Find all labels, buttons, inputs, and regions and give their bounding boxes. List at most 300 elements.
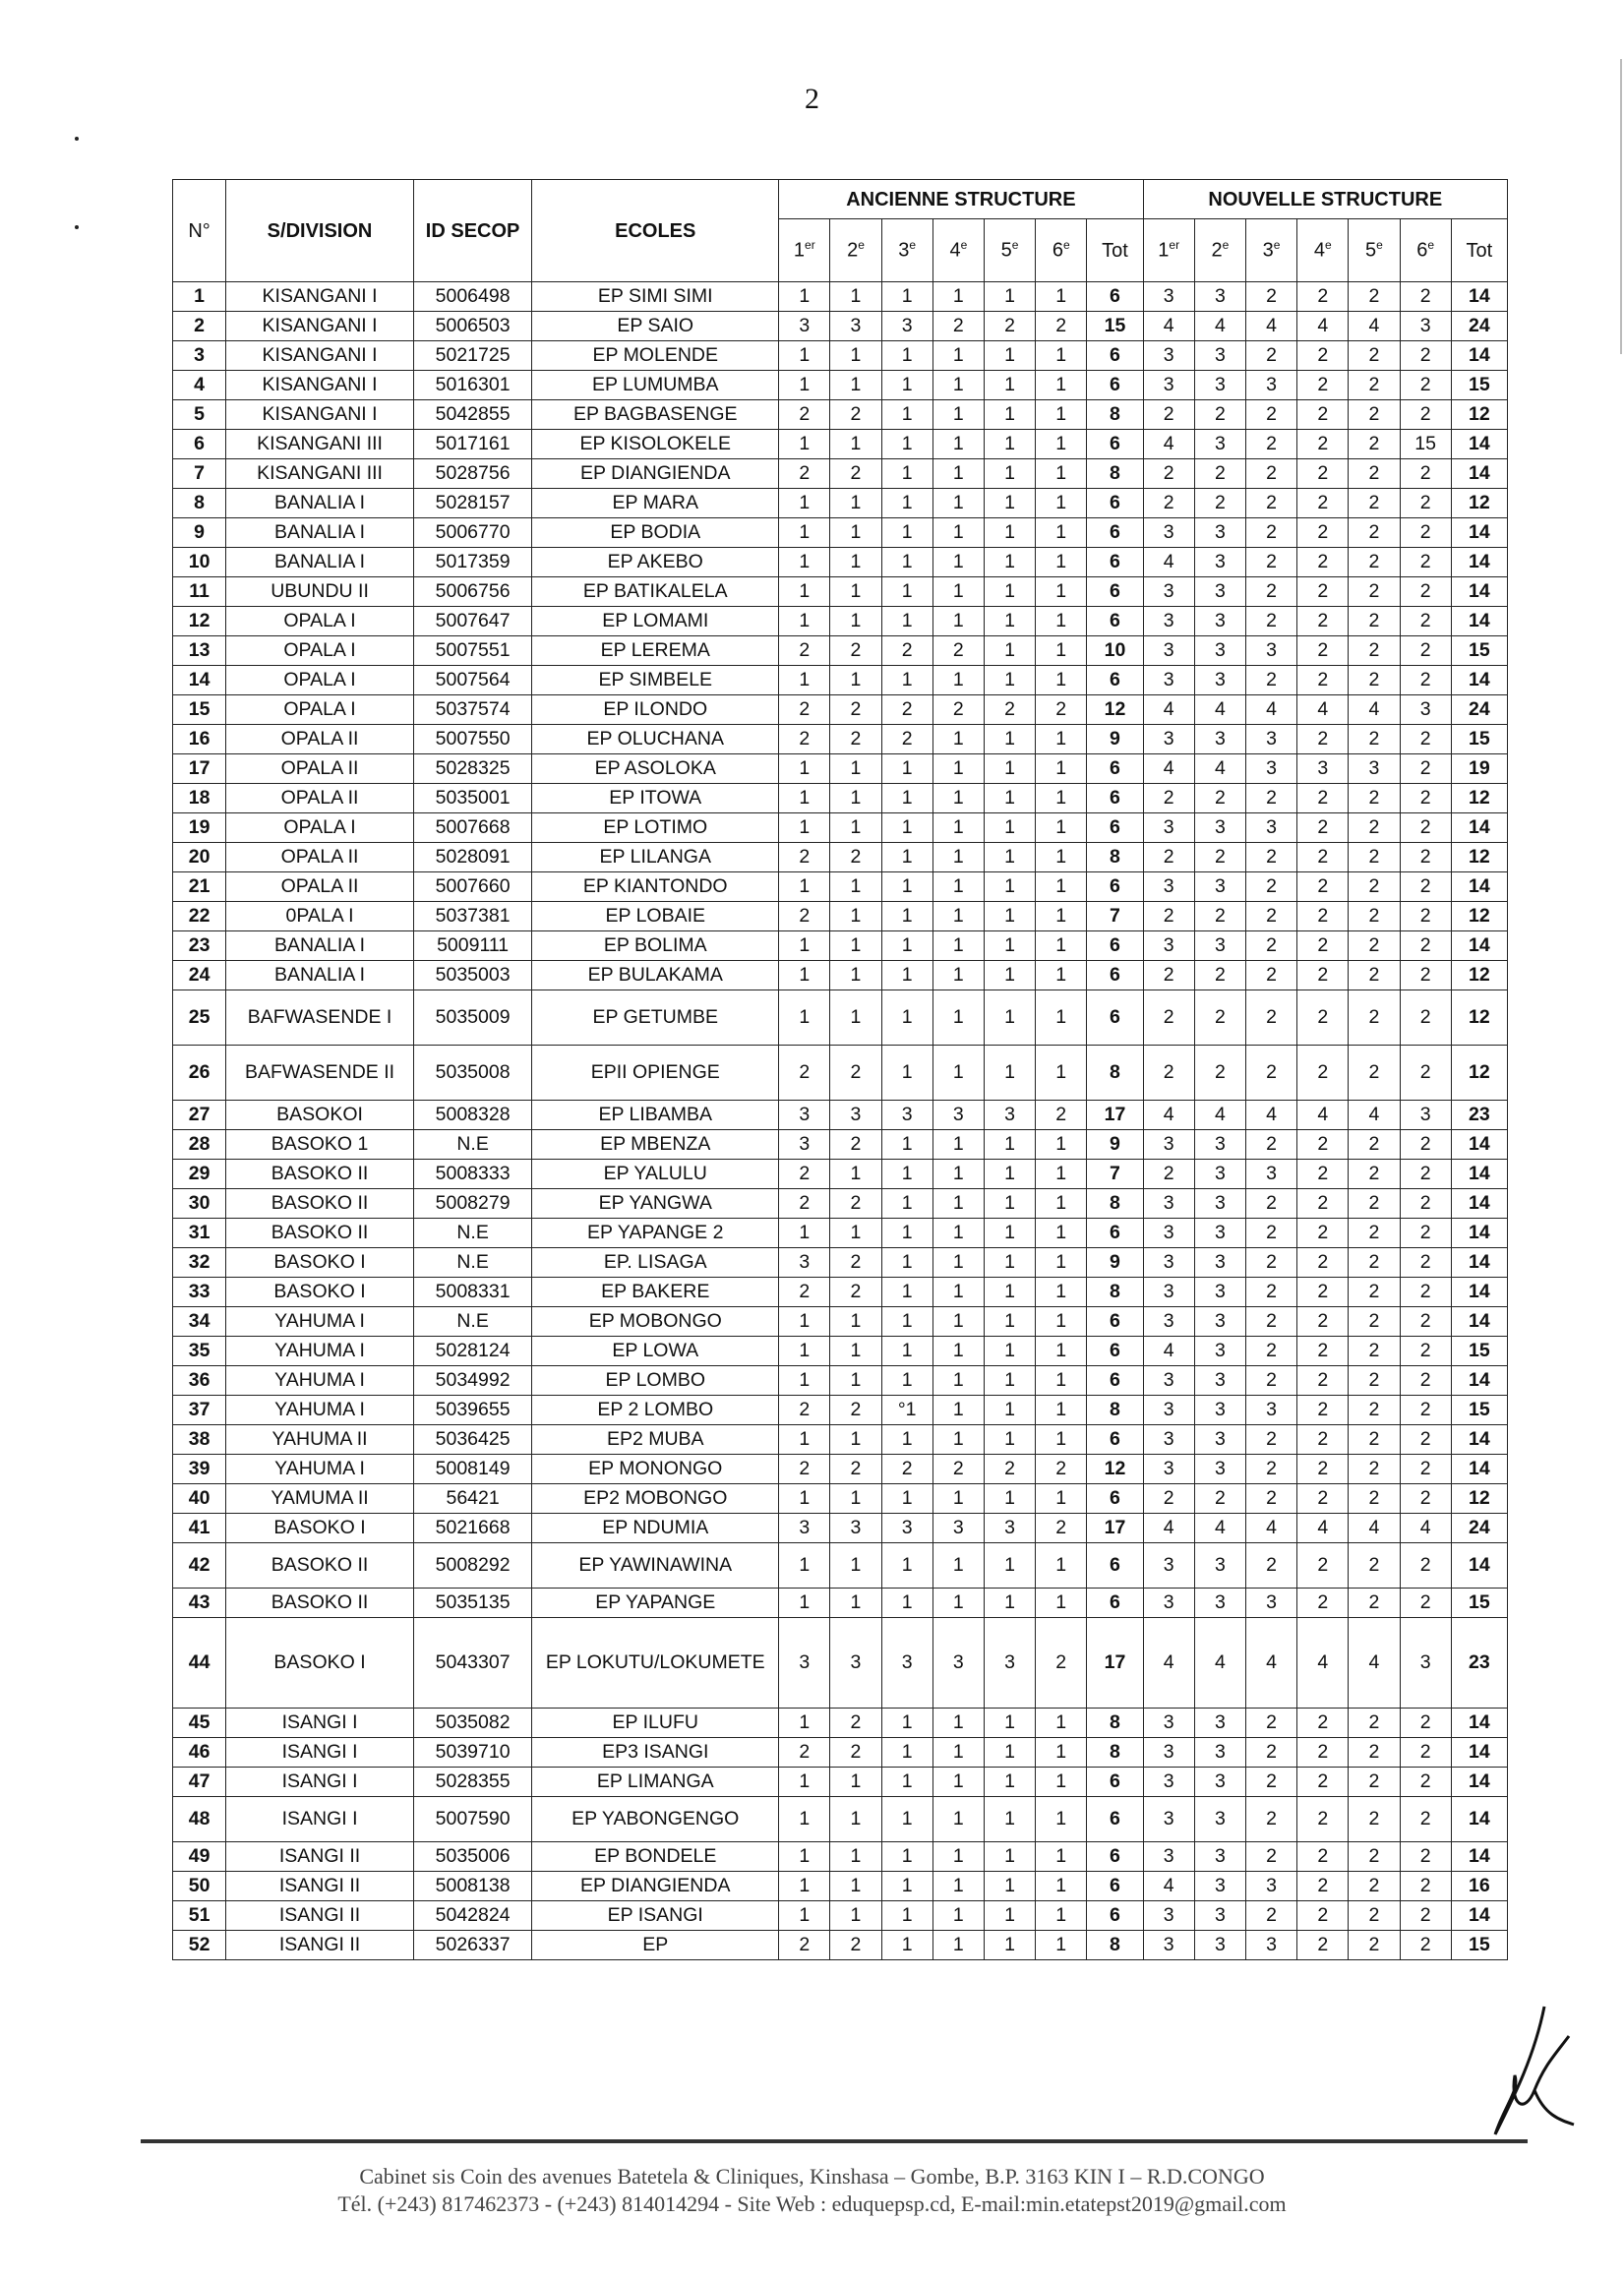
new-total-cell: 19: [1451, 754, 1507, 784]
old-grade-cell: 1: [984, 489, 1035, 518]
old-grade-cell: 1: [881, 784, 932, 813]
old-grade-cell: 1: [1036, 754, 1087, 784]
id-secop-cell: 5008333: [413, 1160, 531, 1189]
table-row: [173, 282, 1508, 312]
sdivision-cell: BASOKO II: [226, 1543, 414, 1589]
new-grade-cell: 3: [1194, 371, 1245, 400]
old-grade-cell: 1: [1036, 636, 1087, 666]
sdivision-cell: BANALIA I: [226, 931, 414, 961]
new-grade-cell: 2: [1245, 341, 1296, 371]
old-grade-cell: 1: [830, 990, 881, 1046]
id-secop-cell: 5006756: [413, 577, 531, 607]
new-grade-cell: 2: [1297, 931, 1349, 961]
sdivision-cell: OPALA I: [226, 695, 414, 725]
old-total-cell: 6: [1087, 931, 1143, 961]
table-row: [173, 1337, 1508, 1366]
new-grade-cell: 2: [1400, 1842, 1451, 1872]
old-grade-cell: 1: [932, 1337, 984, 1366]
new-grade-cell: 2: [1349, 1366, 1400, 1396]
old-grade-cell: 1: [984, 371, 1035, 400]
old-grade-cell: 1: [830, 1543, 881, 1589]
new-grade-cell: 2: [1349, 1931, 1400, 1960]
new-grade-cell: 2: [1349, 872, 1400, 902]
new-grade-cell: 2: [1297, 282, 1349, 312]
old-grade-cell: 1: [1036, 902, 1087, 931]
old-total-cell: 9: [1087, 1248, 1143, 1278]
old-total-cell: 6: [1087, 813, 1143, 843]
row-number: 49: [173, 1842, 226, 1872]
old-total-cell: 8: [1087, 1189, 1143, 1219]
new-grade-cell: 3: [1194, 725, 1245, 754]
id-secop-cell: 5007660: [413, 872, 531, 902]
new-total-cell: 24: [1451, 1514, 1507, 1543]
new-grade-cell: 2: [1400, 1484, 1451, 1514]
new-grade-cell: 3: [1143, 1425, 1194, 1455]
old-grade-cell: 2: [779, 1278, 830, 1307]
old-grade-cell: 1: [984, 1130, 1035, 1160]
school-cell: EP ISANGI: [532, 1901, 779, 1931]
old-total-cell: 6: [1087, 282, 1143, 312]
row-number: 2: [173, 312, 226, 341]
new-total-cell: 14: [1451, 518, 1507, 548]
new-grade-cell: 2: [1349, 1709, 1400, 1738]
old-grade-cell: 2: [779, 1738, 830, 1768]
old-grade-cell: 1: [984, 1425, 1035, 1455]
new-grade-cell: 4: [1297, 312, 1349, 341]
new-total-cell: 14: [1451, 1248, 1507, 1278]
table-row: [173, 459, 1508, 489]
old-grade-cell: 1: [881, 371, 932, 400]
school-cell: EP KIANTONDO: [532, 872, 779, 902]
new-grade-cell: 2: [1297, 1189, 1349, 1219]
new-grade-cell: 3: [1245, 636, 1296, 666]
old-grade-cell: 1: [779, 1307, 830, 1337]
school-cell: EP YABONGENGO: [532, 1797, 779, 1842]
old-grade-cell: 1: [779, 1901, 830, 1931]
old-grade-cell: 1: [984, 341, 1035, 371]
row-number: 51: [173, 1901, 226, 1931]
new-grade-cell: 3: [1194, 1589, 1245, 1618]
new-total-cell: 14: [1451, 282, 1507, 312]
school-cell: EP LEREMA: [532, 636, 779, 666]
school-cell: EP BODIA: [532, 518, 779, 548]
old-grade-cell: 1: [932, 518, 984, 548]
row-number: 28: [173, 1130, 226, 1160]
id-secop-cell: 5007551: [413, 636, 531, 666]
old-grade-cell: 1: [1036, 1307, 1087, 1337]
sdivision-cell: ISANGI I: [226, 1768, 414, 1797]
old-grade-cell: 1: [932, 725, 984, 754]
old-grade-cell: 1: [1036, 1589, 1087, 1618]
old-grade-cell: 1: [1036, 1425, 1087, 1455]
new-grade-cell: 2: [1400, 282, 1451, 312]
old-grade-cell: 1: [984, 961, 1035, 990]
new-grade-cell: 2: [1400, 1278, 1451, 1307]
new-grade-cell: 2: [1400, 872, 1451, 902]
old-grade-cell: 2: [830, 725, 881, 754]
old-grade-cell: 1: [932, 1709, 984, 1738]
old-grade-cell: 1: [779, 1219, 830, 1248]
school-cell: EP LIMANGA: [532, 1768, 779, 1797]
table-row: [173, 1278, 1508, 1307]
old-grade-cell: 1: [779, 1797, 830, 1842]
new-grade-cell: 2: [1400, 1931, 1451, 1960]
old-grade-cell: 1: [830, 430, 881, 459]
new-grade-cell: 3: [1143, 1842, 1194, 1872]
sdivision-cell: BASOKO I: [226, 1248, 414, 1278]
new-grade-cell: 2: [1245, 1842, 1296, 1872]
new-grade-cell: 2: [1349, 607, 1400, 636]
sdivision-cell: OPALA II: [226, 725, 414, 754]
sdivision-cell: KISANGANI III: [226, 430, 414, 459]
old-grade-cell: 1: [932, 1307, 984, 1337]
table-row: [173, 1797, 1508, 1842]
old-grade-cell: 1: [830, 1425, 881, 1455]
school-cell: EP ITOWA: [532, 784, 779, 813]
sdivision-cell: ISANGI II: [226, 1842, 414, 1872]
new-total-cell: 12: [1451, 843, 1507, 872]
new-grade-cell: 3: [1245, 1160, 1296, 1189]
new-grade-cell: 2: [1297, 430, 1349, 459]
old-total-cell: 9: [1087, 1130, 1143, 1160]
table-row: [173, 1589, 1508, 1618]
old-grade-cell: 2: [830, 1248, 881, 1278]
new-grade-cell: 4: [1194, 695, 1245, 725]
old-grade-cell: 1: [779, 931, 830, 961]
footer-address: Cabinet sis Coin des avenues Batetela & Cliniques, Kinshasa – Gombe, B.P. 3163 KIN I – R.D.CONGO: [359, 2164, 1265, 2189]
row-number: 22: [173, 902, 226, 931]
old-grade-cell: 1: [830, 489, 881, 518]
new-total-cell: 14: [1451, 1219, 1507, 1248]
old-grade-cell: 2: [779, 459, 830, 489]
old-total-cell: 6: [1087, 1425, 1143, 1455]
old-grade-cell: 2: [830, 1931, 881, 1960]
new-grade-cell: 2: [1349, 1278, 1400, 1307]
old-grade-cell: 1: [932, 1901, 984, 1931]
new-grade-cell: 2: [1400, 1709, 1451, 1738]
new-total-cell: 14: [1451, 813, 1507, 843]
new-grade-cell: 2: [1349, 1768, 1400, 1797]
old-grade-cell: 3: [779, 1248, 830, 1278]
new-grade-cell: 2: [1245, 1130, 1296, 1160]
new-total-cell: 15: [1451, 1931, 1507, 1960]
new-grade-cell: 2: [1245, 784, 1296, 813]
old-grade-cell: 1: [1036, 1219, 1087, 1248]
old-grade-cell: 1: [881, 1768, 932, 1797]
school-cell: EP AKEBO: [532, 548, 779, 577]
old-grade-cell: 1: [881, 1046, 932, 1101]
new-grade-cell: 3: [1194, 1768, 1245, 1797]
old-grade-cell: 1: [1036, 1931, 1087, 1960]
old-grade-cell: 1: [881, 430, 932, 459]
new-grade-cell: 3: [1194, 1219, 1245, 1248]
new-grade-cell: 2: [1349, 1425, 1400, 1455]
sdivision-cell: BANALIA I: [226, 548, 414, 577]
new-grade-cell: 2: [1245, 1543, 1296, 1589]
old-total-cell: 17: [1087, 1618, 1143, 1709]
new-grade-cell: 2: [1349, 1219, 1400, 1248]
new-grade-cell: 2: [1245, 1709, 1296, 1738]
old-total-cell: 6: [1087, 666, 1143, 695]
table-row: [173, 725, 1508, 754]
school-cell: EP LOTIMO: [532, 813, 779, 843]
old-grade-cell: 1: [1036, 1278, 1087, 1307]
old-grade-cell: 1: [932, 577, 984, 607]
new-grade-cell: 2: [1297, 1425, 1349, 1455]
old-grade-cell: 1: [881, 961, 932, 990]
old-grade-cell: 2: [779, 636, 830, 666]
new-grade-cell: 2: [1400, 1160, 1451, 1189]
old-grade-cell: 1: [779, 548, 830, 577]
id-secop-cell: 5028124: [413, 1337, 531, 1366]
new-grade-cell: 2: [1400, 725, 1451, 754]
new-grade-cell: 3: [1194, 1160, 1245, 1189]
new-grade-cell: 2: [1143, 961, 1194, 990]
sdivision-cell: OPALA I: [226, 636, 414, 666]
id-secop-cell: 5008279: [413, 1189, 531, 1219]
old-grade-cell: 1: [881, 1219, 932, 1248]
id-secop-cell: 5007550: [413, 725, 531, 754]
new-grade-cell: 2: [1349, 400, 1400, 430]
old-grade-cell: 1: [984, 1872, 1035, 1901]
old-grade-cell: 1: [1036, 1738, 1087, 1768]
old-grade-cell: 1: [1036, 607, 1087, 636]
new-grade-cell: 2: [1245, 282, 1296, 312]
old-grade-cell: 1: [932, 666, 984, 695]
old-total-cell: 6: [1087, 1797, 1143, 1842]
old-total-cell: 6: [1087, 1307, 1143, 1337]
new-grade-cell: 3: [1143, 636, 1194, 666]
new-grade-cell: 2: [1349, 1842, 1400, 1872]
old-grade-cell: 2: [779, 725, 830, 754]
new-grade-cell: 2: [1297, 1738, 1349, 1768]
old-grade-cell: 1: [830, 607, 881, 636]
old-total-cell: 6: [1087, 1543, 1143, 1589]
row-number: 11: [173, 577, 226, 607]
old-grade-cell: 1: [932, 1425, 984, 1455]
old-grade-cell: 3: [779, 1514, 830, 1543]
new-grade-cell: 2: [1194, 784, 1245, 813]
new-grade-cell: 2: [1297, 1543, 1349, 1589]
new-grade-cell: 2: [1400, 1307, 1451, 1337]
school-cell: EPII OPIENGE: [532, 1046, 779, 1101]
new-grade-cell: 3: [1143, 1709, 1194, 1738]
old-total-cell: 8: [1087, 1709, 1143, 1738]
old-grade-cell: 1: [881, 577, 932, 607]
new-grade-cell: 2: [1143, 843, 1194, 872]
new-grade-cell: 2: [1143, 784, 1194, 813]
old-grade-cell: 3: [932, 1618, 984, 1709]
new-grade-cell: 2: [1194, 489, 1245, 518]
id-secop-cell: 5035008: [413, 1046, 531, 1101]
old-grade-cell: 1: [984, 872, 1035, 902]
old-total-cell: 6: [1087, 1768, 1143, 1797]
old-grade-cell: 3: [830, 312, 881, 341]
table-row: [173, 813, 1508, 843]
new-grade-cell: 3: [1194, 282, 1245, 312]
header-sdivision: S/DIVISION: [226, 180, 414, 282]
new-total-cell: 14: [1451, 666, 1507, 695]
new-grade-cell: 3: [1194, 636, 1245, 666]
school-cell: EP YAPANGE 2: [532, 1219, 779, 1248]
old-grade-cell: 1: [984, 784, 1035, 813]
sdivision-cell: BASOKO 1: [226, 1130, 414, 1160]
new-grade-cell: 2: [1297, 1366, 1349, 1396]
new-grade-cell: 2: [1297, 1589, 1349, 1618]
old-grade-cell: 1: [830, 754, 881, 784]
old-grade-cell: 1: [779, 1425, 830, 1455]
sdivision-cell: BASOKOI: [226, 1101, 414, 1130]
new-grade-cell: 2: [1297, 666, 1349, 695]
old-grade-cell: 1: [984, 1366, 1035, 1396]
old-grade-cell: 1: [881, 1189, 932, 1219]
old-grade-cell: 1: [984, 1278, 1035, 1307]
school-cell: EP 2 LOMBO: [532, 1396, 779, 1425]
old-grade-cell: 1: [984, 1189, 1035, 1219]
new-grade-cell: 3: [1245, 1396, 1296, 1425]
new-grade-cell: 3: [1194, 666, 1245, 695]
old-grade-cell: 2: [779, 1396, 830, 1425]
footer-rule: [141, 2139, 1528, 2143]
new-grade-cell: 3: [1194, 1842, 1245, 1872]
sdivision-cell: OPALA II: [226, 843, 414, 872]
old-grade-cell: 1: [932, 1768, 984, 1797]
row-number: 38: [173, 1425, 226, 1455]
old-grade-cell: 1: [881, 1872, 932, 1901]
margin-mark: [75, 225, 79, 229]
new-grade-cell: 4: [1297, 1101, 1349, 1130]
row-number: 48: [173, 1797, 226, 1842]
new-grade-cell: 3: [1194, 341, 1245, 371]
school-cell: EP LOMAMI: [532, 607, 779, 636]
new-grade-cell: 2: [1194, 961, 1245, 990]
new-grade-cell: 3: [1245, 1589, 1296, 1618]
new-grade-cell: 3: [1143, 1797, 1194, 1842]
sdivision-cell: KISANGANI I: [226, 312, 414, 341]
new-grade-cell: 2: [1245, 666, 1296, 695]
row-number: 18: [173, 784, 226, 813]
old-grade-cell: 1: [932, 1543, 984, 1589]
new-grade-cell: 2: [1194, 902, 1245, 931]
school-cell: EP BAKERE: [532, 1278, 779, 1307]
old-total-cell: 8: [1087, 400, 1143, 430]
old-grade-cell: 3: [984, 1618, 1035, 1709]
id-secop-cell: 5034992: [413, 1366, 531, 1396]
new-grade-cell: 2: [1349, 1543, 1400, 1589]
old-grade-cell: 2: [1036, 1514, 1087, 1543]
new-grade-cell: 3: [1143, 1278, 1194, 1307]
new-grade-cell: 2: [1245, 872, 1296, 902]
new-grade-cell: 2: [1297, 1931, 1349, 1960]
sdivision-cell: BAFWASENDE I: [226, 990, 414, 1046]
old-grade-cell: 2: [1036, 312, 1087, 341]
old-grade-cell: 1: [1036, 1709, 1087, 1738]
old-grade-cell: 1: [830, 1589, 881, 1618]
old-grade-cell: 1: [881, 1797, 932, 1842]
new-grade-cell: 2: [1349, 990, 1400, 1046]
old-grade-cell: 1: [932, 1484, 984, 1514]
new-grade-cell: 2: [1349, 1160, 1400, 1189]
table-row: [173, 1543, 1508, 1589]
new-grade-cell: 4: [1143, 754, 1194, 784]
old-grade-cell: 1: [932, 784, 984, 813]
old-total-cell: 6: [1087, 607, 1143, 636]
new-grade-cell: 2: [1194, 990, 1245, 1046]
new-total-cell: 14: [1451, 1842, 1507, 1872]
new-grade-cell: 2: [1245, 518, 1296, 548]
new-grade-cell: 2: [1349, 1046, 1400, 1101]
new-grade-cell: 2: [1400, 607, 1451, 636]
new-grade-cell: 3: [1143, 1931, 1194, 1960]
header-grade-old: 4e: [932, 219, 984, 282]
old-grade-cell: 2: [932, 695, 984, 725]
old-grade-cell: 1: [984, 1797, 1035, 1842]
old-grade-cell: 1: [881, 872, 932, 902]
sdivision-cell: YAMUMA II: [226, 1484, 414, 1514]
sdivision-cell: ISANGI II: [226, 1901, 414, 1931]
old-grade-cell: 3: [932, 1101, 984, 1130]
old-grade-cell: 1: [830, 1484, 881, 1514]
id-secop-cell: N.E: [413, 1130, 531, 1160]
old-grade-cell: 1: [984, 1219, 1035, 1248]
new-grade-cell: 2: [1245, 1768, 1296, 1797]
new-grade-cell: 3: [1400, 312, 1451, 341]
new-grade-cell: 3: [1143, 725, 1194, 754]
old-grade-cell: 1: [1036, 961, 1087, 990]
new-grade-cell: 2: [1297, 1484, 1349, 1514]
new-grade-cell: 3: [1143, 1738, 1194, 1768]
table-row: [173, 489, 1508, 518]
new-grade-cell: 3: [1245, 371, 1296, 400]
new-grade-cell: 2: [1245, 1189, 1296, 1219]
old-grade-cell: 1: [1036, 518, 1087, 548]
new-total-cell: 24: [1451, 695, 1507, 725]
old-grade-cell: 1: [881, 754, 932, 784]
row-number: 45: [173, 1709, 226, 1738]
sdivision-cell: YAHUMA I: [226, 1307, 414, 1337]
new-total-cell: 12: [1451, 902, 1507, 931]
table-row: [173, 312, 1508, 341]
school-cell: EP SIMI SIMI: [532, 282, 779, 312]
old-grade-cell: 2: [779, 902, 830, 931]
new-total-cell: 16: [1451, 1872, 1507, 1901]
old-grade-cell: 1: [984, 1901, 1035, 1931]
old-grade-cell: 2: [932, 636, 984, 666]
old-grade-cell: 1: [881, 843, 932, 872]
id-secop-cell: 5017161: [413, 430, 531, 459]
new-grade-cell: 2: [1297, 1219, 1349, 1248]
old-grade-cell: 1: [830, 813, 881, 843]
id-secop-cell: 5035003: [413, 961, 531, 990]
old-grade-cell: 1: [1036, 489, 1087, 518]
old-grade-cell: 1: [984, 1768, 1035, 1797]
id-secop-cell: 5007668: [413, 813, 531, 843]
old-grade-cell: 1: [984, 1307, 1035, 1337]
new-grade-cell: 3: [1194, 1738, 1245, 1768]
table-row: [173, 577, 1508, 607]
new-grade-cell: 3: [1143, 577, 1194, 607]
old-grade-cell: 1: [984, 1842, 1035, 1872]
new-total-cell: 14: [1451, 1425, 1507, 1455]
old-total-cell: 8: [1087, 1738, 1143, 1768]
new-grade-cell: 2: [1349, 459, 1400, 489]
old-grade-cell: 2: [881, 1455, 932, 1484]
header-ecoles: ECOLES: [532, 180, 779, 282]
old-grade-cell: 1: [1036, 1189, 1087, 1219]
sdivision-cell: KISANGANI III: [226, 459, 414, 489]
sdivision-cell: KISANGANI I: [226, 341, 414, 371]
new-grade-cell: 2: [1245, 961, 1296, 990]
